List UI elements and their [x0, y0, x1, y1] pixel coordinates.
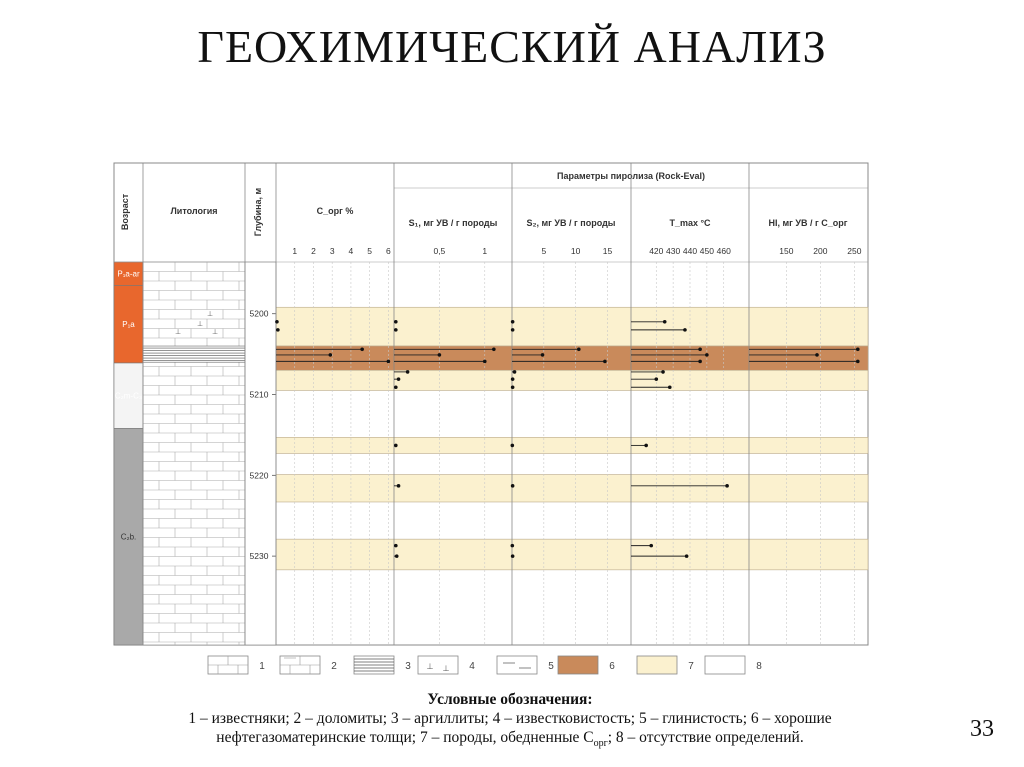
depth-tick-label: 5230	[249, 551, 269, 562]
data-point-hi	[815, 353, 819, 357]
age-unit-label: C₂m-C₃	[114, 391, 143, 401]
zone-depleted	[276, 307, 868, 346]
header-depth: Глубина, м	[253, 187, 263, 237]
data-point-s1	[397, 484, 401, 488]
page-title: ГЕОХИМИЧЕСКИЙ АНАЛИЗ	[197, 21, 827, 72]
data-point-hi	[856, 347, 860, 351]
legend-line-2-sub: орг	[593, 738, 608, 750]
data-point-s2	[511, 554, 515, 558]
data-point-s1	[397, 377, 401, 381]
data-point-hi	[856, 360, 860, 364]
data-point-tmax	[644, 444, 648, 448]
legend-line-2b: ; 8 – отсутствие определений.	[607, 729, 804, 746]
legend-line-1: 1 – известняки; 2 – доломиты; 3 – аргиллиты; 4 – известковистость; 5 – глинистость; 6 – хорошие	[188, 710, 832, 727]
age-unit-label: C₂b.	[120, 532, 137, 542]
tick-label-corg: 6	[386, 246, 391, 256]
legend-swatch-mark: ⊥	[442, 664, 450, 673]
legend-number: 3	[405, 661, 411, 672]
legend-number: 7	[688, 661, 694, 672]
depth-tick-label: 5210	[249, 389, 269, 400]
tick-label-hi: 250	[847, 246, 862, 256]
data-point-corg	[275, 320, 279, 324]
header-s2: S₂, мг УВ / г породы	[526, 218, 616, 228]
data-point-s1	[395, 554, 399, 558]
tick-label-corg: 1	[292, 246, 298, 256]
data-point-s2	[511, 484, 515, 488]
legend-swatch-clayey	[497, 656, 537, 674]
header-tmax: Т_max °С	[669, 218, 711, 228]
depth-tick-label: 5220	[249, 470, 269, 481]
legend-swatch-box	[705, 656, 745, 674]
data-point-corg	[329, 353, 333, 357]
zone-depleted	[276, 437, 868, 453]
data-point-tmax	[698, 347, 702, 351]
header-lithology: Литология	[170, 206, 218, 216]
header-corg: С_орг %	[316, 206, 354, 216]
lithology-background	[143, 262, 245, 645]
legend-line-2	[120, 728, 900, 753]
data-point-corg	[276, 328, 280, 332]
data-point-s2	[511, 328, 515, 332]
calcareous-mark: ⊥	[206, 311, 214, 319]
data-point-tmax	[661, 370, 665, 374]
tick-label-tmax: 460	[716, 246, 731, 256]
data-point-s2	[511, 377, 515, 381]
header-age: Возраст	[120, 193, 130, 231]
data-point-s1	[438, 353, 442, 357]
legend-number: 2	[331, 661, 337, 672]
mudstone-band	[143, 346, 245, 362]
legend-swatch-box	[418, 656, 458, 674]
data-point-corg	[387, 360, 391, 364]
data-point-tmax	[649, 544, 653, 548]
legend-swatch-depleted	[637, 656, 677, 674]
calcareous-mark: ⊥	[196, 320, 204, 328]
data-point-s1	[492, 347, 496, 351]
zone-depleted	[276, 539, 868, 570]
data-point-s1	[394, 328, 398, 332]
data-point-corg	[360, 347, 364, 351]
data-point-s2	[511, 320, 515, 324]
tick-label-corg: 3	[329, 246, 335, 256]
legend-swatch-no-data	[705, 656, 745, 674]
slide-number: 33	[970, 716, 994, 742]
tick-label-s1: 0,5	[433, 246, 446, 256]
tick-label-hi: 200	[813, 246, 828, 256]
legend-swatch-calcareous	[418, 656, 458, 674]
legend-line-2a: нефтегазоматеринские толщи; 7 – породы, обедненные С	[216, 729, 594, 746]
legend-swatch-good-source	[558, 656, 598, 674]
data-point-s1	[394, 544, 398, 548]
legend-number: 4	[469, 661, 475, 672]
age-unit-label: P₁a-ar	[117, 269, 140, 279]
data-point-tmax	[698, 360, 702, 364]
legend-number: 5	[548, 661, 554, 672]
tick-label-corg: 2	[311, 246, 316, 256]
data-point-tmax	[654, 377, 658, 381]
tick-label-corg: 5	[367, 246, 373, 256]
data-point-tmax	[668, 385, 672, 389]
depth-tick-label: 5200	[249, 308, 269, 319]
data-point-s2	[577, 347, 581, 351]
data-point-tmax	[683, 328, 687, 332]
legend-caption	[120, 690, 900, 753]
chart-title: Параметры пиролиза (Rock-Eval)	[557, 171, 705, 181]
tick-label-hi: 150	[779, 246, 794, 256]
data-point-tmax	[725, 484, 729, 488]
header-s1: S₁, мг УВ / г породы	[408, 218, 498, 228]
legend-swatch-mark: ⊥	[426, 662, 434, 671]
data-point-tmax	[663, 320, 667, 324]
data-point-tmax	[705, 353, 709, 357]
tick-label-corg: 4	[348, 246, 354, 256]
data-point-s1	[394, 444, 398, 448]
tick-label-tmax: 440	[682, 246, 698, 256]
data-point-s2	[513, 370, 517, 374]
legend-swatch-box	[497, 656, 537, 674]
legend-heading: Условные обозначения:	[427, 691, 593, 708]
legend-number: 8	[756, 661, 762, 672]
data-point-s2	[541, 353, 545, 357]
data-point-s1	[394, 320, 398, 324]
age-unit-label: P₁a	[122, 320, 135, 330]
tick-label-tmax: 420	[649, 246, 664, 256]
calcareous-mark: ⊥	[211, 328, 219, 336]
data-point-s2	[511, 385, 515, 389]
header-hi: HI, мг УВ / г С_орг	[768, 218, 848, 228]
data-point-s1	[483, 360, 487, 364]
legend-swatch-box	[637, 656, 677, 674]
tick-label-s2: 5	[541, 246, 547, 256]
calcareous-mark: ⊥	[174, 328, 182, 336]
tick-label-tmax: 450	[699, 246, 714, 256]
legend-swatch-limestone	[208, 656, 248, 674]
depth-column	[245, 262, 276, 645]
tick-label-s2: 10	[570, 246, 581, 256]
data-point-tmax	[685, 554, 689, 558]
legend-swatch-box	[558, 656, 598, 674]
data-point-s1	[406, 370, 410, 374]
legend-swatch-dolomite	[280, 656, 320, 674]
legend-number: 6	[609, 661, 615, 672]
zone-depleted	[276, 475, 868, 502]
legend-number: 1	[259, 661, 265, 672]
tick-label-s1: 1	[482, 246, 488, 256]
data-point-s2	[511, 444, 515, 448]
lithology-column	[143, 262, 245, 645]
data-point-s1	[394, 385, 398, 389]
data-point-s2	[603, 360, 607, 364]
data-point-s2	[511, 544, 515, 548]
tick-label-s2: 15	[602, 246, 613, 256]
zone-depleted	[276, 370, 868, 390]
legend-swatch-mudstone	[354, 656, 394, 674]
tick-label-tmax: 430	[666, 246, 681, 256]
